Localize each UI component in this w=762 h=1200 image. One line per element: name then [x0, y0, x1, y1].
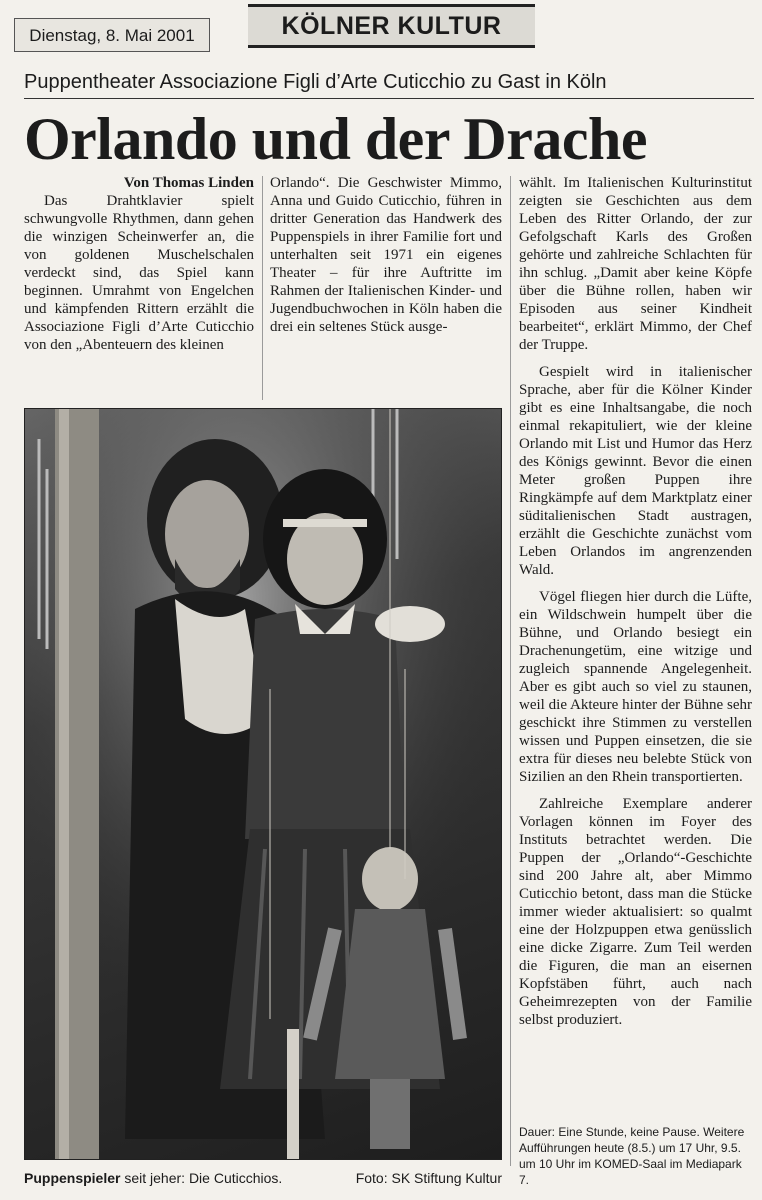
photo-credit: Foto: SK Stiftung Kultur [355, 1170, 502, 1186]
column-2-text: Orlando“. Die Geschwister Mimmo, Anna und Guido Cuticchio, führen in dritter Generation das Handwerk des Puppenspiels in ihrer Familie fort und unterhalten seit 1971 ein eigenes Theater – für ihre Auftritte im Rahmen der Italienischen Kinder- und Jugendbuchwochen in Köln haben die drei ein seltenes Stück ausge- [270, 175, 502, 335]
column-3-paragraph: Gespielt wird in italienischer Sprache, aber für die Kölner Kinder gibt es eine Inhaltsangabe, die noch einmal rekapituliert, wie der kleine Orlando mit List und Humor das Herz des Königs gewinnt. Bevor die einen Meter großen Puppen ihre Ringkämpfe auf dem Marktplatz einer süditalienischen Stadt austragen, erzählt die Geschichte zunächst vom Leben Orlandos im angrenzenden Wald. [519, 364, 752, 578]
column-3-paragraph: wählt. Im Italienischen Kulturinstitut zeigten sie Geschichten aus dem Leben des Ritter Orlando, der zur Gefolgschaft Karls des Großen gehörte und zahlreiche Schlachten für ihn schlug. „Damit aber keine Köpfe über die Bühne rollen, haben wir Episoden aus seiner Kindheit bearbeitet“, erklärt Mimmo, der Chef der Truppe. [519, 175, 752, 353]
date-label: Dienstag, 8. Mai 2001 [14, 18, 210, 52]
column-3-paragraph: Vögel fliegen hier durch die Lüfte, ein Wildschwein humpelt über die Bühne, und Orlando besiegt ein Drachenungetüm, eine witzige und zugleich spannende Angelegenheit. Aber es gibt auch so viel zu staunen, weil die Akteure hinter der Bühne sehr geschickt ihre Stimmen zu verstellen wissen und Puppen einsetzen, die sie extra für dieses neu belebte Stück von Sizilien an den Rhein transportierten. [519, 589, 752, 785]
kicker-line: Puppentheater Associazione Figli d’Arte Cuticchio zu Gast in Köln [24, 68, 754, 99]
event-info-box: Dauer: Eine Stunde, keine Pause. Weitere Aufführungen heute (8.5.) um 17 Uhr, 9.5. um 10 Uhr im KOMED-Saal im Mediapark 7. [519, 1125, 745, 1187]
caption-text: Puppenspieler seit jeher: Die Cuticchios. [24, 1170, 283, 1186]
photo-illustration [25, 409, 502, 1160]
section-title: KÖLNER KULTUR [248, 4, 535, 48]
column-divider [510, 176, 511, 1166]
photo-caption [24, 1168, 502, 1188]
article-column-2 [270, 174, 502, 336]
photo-puppeteers [24, 408, 502, 1160]
byline: Von Thomas Linden [123, 175, 254, 191]
column-divider [262, 176, 263, 400]
column-1-text: Das Drahtklavier spielt schwungvolle Rhythmen, dann gehen die winzigen Scheinwerfer an, die von goldenen Muschelschalen verdeckt sind, das Spiel kann beginnen. Umrahmt von Engelchen und kämpfenden Rittern erzählt die Associazione Figli d’Arte Cuticchio von den „Abenteuern des kleinen [24, 193, 254, 353]
article-column-3 [519, 174, 752, 1029]
article-column-1 [24, 174, 254, 354]
column-3-paragraph: Zahlreiche Exemplare anderer Vorlagen können im Foyer des Instituts betrachtet werden. Die Puppen der „Orlando“-Geschichte sind 200 Jahre alt, aber Mimmo Cuticchio betont, dass man die Stücke immer wieder aktualisiert: so qualmt eine der Holzpuppen etwa genüsslich eine dicke Zigarre. Zum Teil werden die Figuren, die man an eisernen Kopfstäben führt, auch nach Geheimrezepten von der Familie selbst produziert. [519, 796, 752, 1028]
headline: Orlando und der Drache [24, 106, 647, 172]
